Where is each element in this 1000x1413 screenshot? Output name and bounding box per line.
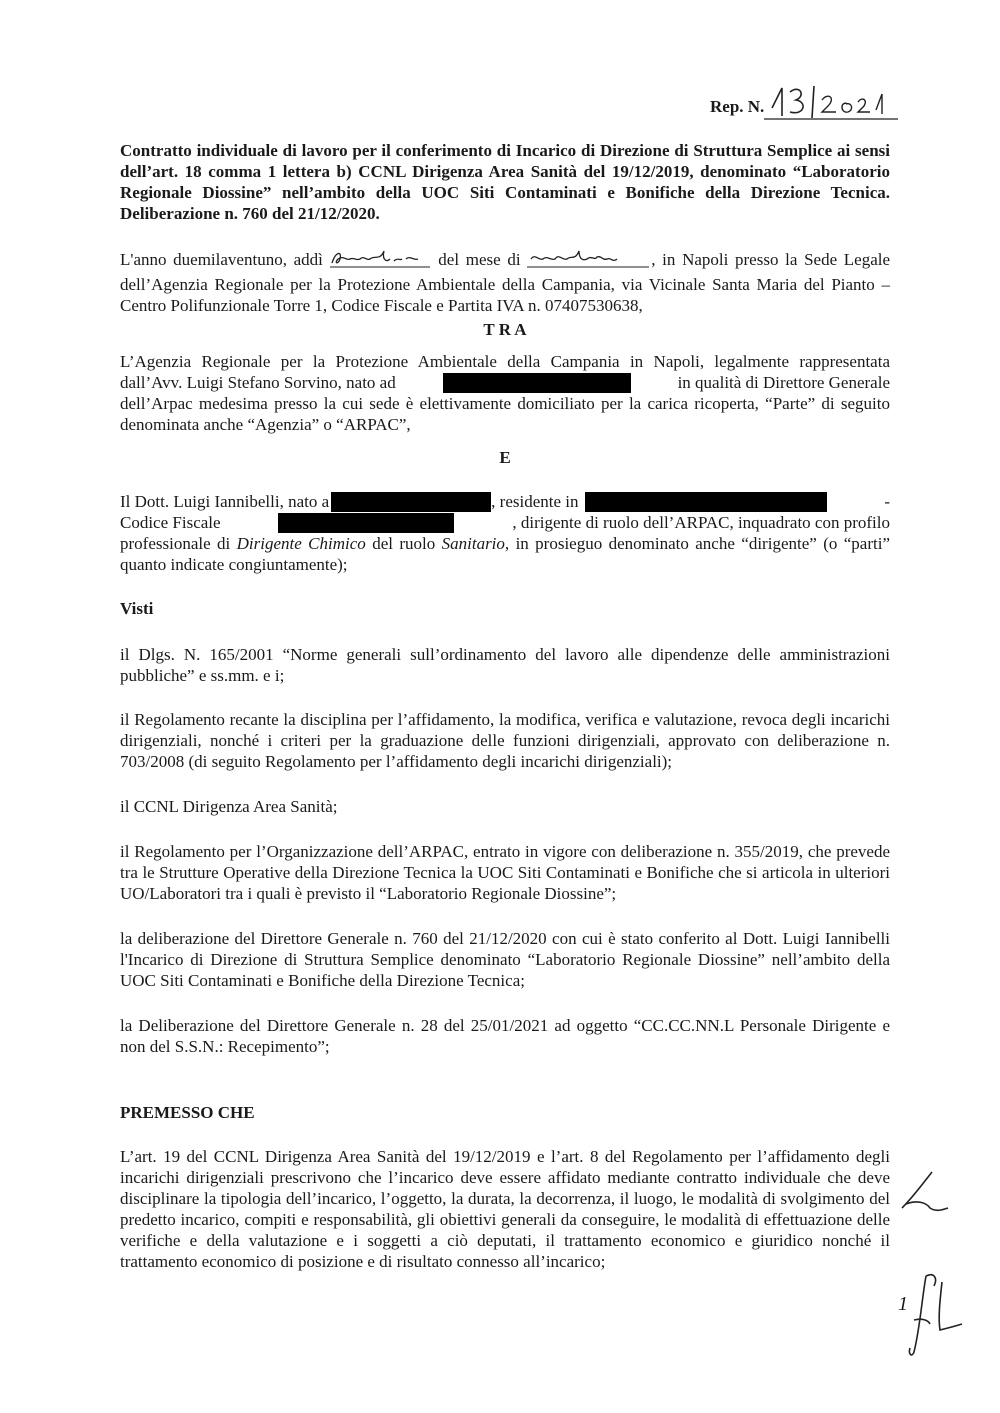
agency-line2-a: dall’Avv. Luigi Stefano Sorvino, nato ad xyxy=(120,373,396,392)
handwritten-day xyxy=(330,247,432,274)
handwritten-month xyxy=(527,247,651,274)
rep-label: Rep. N. xyxy=(710,97,765,116)
intro-part1: L'anno duemilaventuno, addì xyxy=(120,250,323,269)
dirigente-text-d: Codice Fiscale xyxy=(120,513,221,532)
intro-part2: del mese di xyxy=(438,250,521,269)
dirigente-text-b: , residente in xyxy=(491,492,579,511)
dirigente-text-a: Il Dott. Luigi Iannibelli, nato a xyxy=(120,492,330,511)
redacted-birthplace-dirigente xyxy=(331,492,491,512)
contract-title: Contratto individuale di lavoro per il conferimento di Incarico di Direzione di Struttura Semplice ai sensi dell’art. 18 comma 1 lettera b) CCNL Dirigenza Area Sanità del 19/12/2019, denominato “Laboratorio Regionale Diossine” nell’ambito della UOC Siti Contaminati e Bonifiche della Direzione Tecnica. Deliberazione n. 760 del 21/12/2020. xyxy=(120,141,890,223)
visti-item-1: il Dlgs. N. 165/2001 “Norme generali sull’ordinamento del lavoro alle dipendenze delle amministrazioni pubbliche” e ss.mm. e i; xyxy=(120,645,890,685)
agency-line2 xyxy=(120,372,890,393)
redacted-residence xyxy=(585,492,827,512)
agency-line2-b: in qualità di Direttore Generale xyxy=(677,373,890,392)
visti-item-6: la Deliberazione del Direttore Generale n. 28 del 25/01/2021 ad oggetto “CC.CC.NN.L Personale Dirigente e non del S.S.N.: Recepimento”; xyxy=(120,1016,890,1056)
premesso-heading: PREMESSO CHE xyxy=(120,1103,255,1122)
dirigente-profile: Dirigente Chimico xyxy=(236,534,366,553)
tra-heading: T R A xyxy=(483,320,527,339)
page-number: 1 xyxy=(898,1293,908,1315)
visti-item-2: il Regolamento recante la disciplina per l’affidamento, la modifica, verifica e valutazione, revoca degli incarichi dirigenziali, nonché i criteri per la graduazione delle funzioni dirigenziali, approvato con deliberazione n. 703/2008 (di seguito Regolamento per l’affidamento degli incarichi dirigenziali); xyxy=(120,710,890,771)
rep-handwritten-number xyxy=(760,82,900,122)
intro-paragraph xyxy=(120,247,890,316)
dirigente-text-h: del ruolo xyxy=(372,534,436,553)
visti-item-3: il CCNL Dirigenza Area Sanità; xyxy=(120,797,338,816)
dirigente-paragraph xyxy=(120,491,890,575)
repertory-number xyxy=(700,82,900,132)
agency-paragraph xyxy=(120,351,890,435)
visti-heading: Visti xyxy=(120,599,154,618)
dirigente-text-f: professionale di xyxy=(120,534,231,553)
dirigente-line3 xyxy=(120,533,890,575)
dirigente-text-j: , in prosieguo denominato anche “dirigente” (o “parti” quanto indicate congiuntamente); xyxy=(120,534,890,574)
premesso-paragraph: L’art. 19 del CCNL Dirigenza Area Sanità del 19/12/2019 e l’art. 8 del Regolamento per l’affidamento degli incarichi dirigenziali prescrivono che l’incarico deve essere affidato mediante contratto individuale che deve disciplinare la tipologia dell’incarico, l’oggetto, la durata, la decorrenza, il luogo, le modalità di svolgimento del predetto incarico, compiti e responsabilità, gli obiettivi generali da conseguire, le modalità di effettuazione delle verifiche e della valutazione e i soggetti a ciò deputati, il trattamento economico e giuridico nonché il trattamento economico di posizione e di risultato connesso all’incarico; xyxy=(120,1147,890,1271)
e-heading: E xyxy=(499,448,511,467)
dirigente-role: Sanitario xyxy=(441,534,505,553)
agency-rest: dell’Arpac medesima presso la cui sede è elettivamente domiciliato per la carica ricoperta, “Parte” di seguito denominata anche “Agenzia” o “ARPAC”, xyxy=(120,394,890,434)
redacted-birthplace-director xyxy=(443,373,631,393)
dirigente-line2 xyxy=(120,512,890,533)
visti-item-5: la deliberazione del Direttore Generale n. 760 del 21/12/2020 con cui è stato conferito al Dott. Luigi Iannibelli l'Incarico di Direzione di Struttura Semplice denominato “Laboratorio Regionale Diossine” nell’ambito della UOC Siti Contaminati e Bonifiche della Direzione Tecnica; xyxy=(120,929,890,990)
dirigente-text-c: - xyxy=(884,492,890,511)
signature-initials xyxy=(904,1268,966,1360)
agency-line1: L’Agenzia Regionale per la Protezione Ambientale della Campania in Napoli, legalmente rappresentata xyxy=(120,352,890,371)
dirigente-text-e: , dirigente di ruolo dell’ARPAC, inquadrato con profilo xyxy=(512,513,890,532)
intro-part3: , in Napoli presso la Sede Legale dell’Agenzia Regionale per la Protezione Ambientale della Campania, via Vicinale Santa Maria del Pianto – Centro Polifunzionale Torre 1, Codice Fiscale e Partita IVA n. 07407530638, xyxy=(120,250,891,315)
visti-item-4: il Regolamento per l’Organizzazione dell’ARPAC, entrato in vigore con deliberazione n. 355/2019, che prevede tra le Strutture Operative della Direzione Tecnica la UOC Siti Contaminati e Bonifiche che si articola in ulteriori UO/Laboratori tra i quali è previsto il “Laboratorio Regionale Diossine”; xyxy=(120,842,890,903)
dirigente-line1 xyxy=(120,491,890,512)
margin-initial-handwriting xyxy=(896,1168,952,1220)
redacted-fiscal-code xyxy=(278,513,454,533)
